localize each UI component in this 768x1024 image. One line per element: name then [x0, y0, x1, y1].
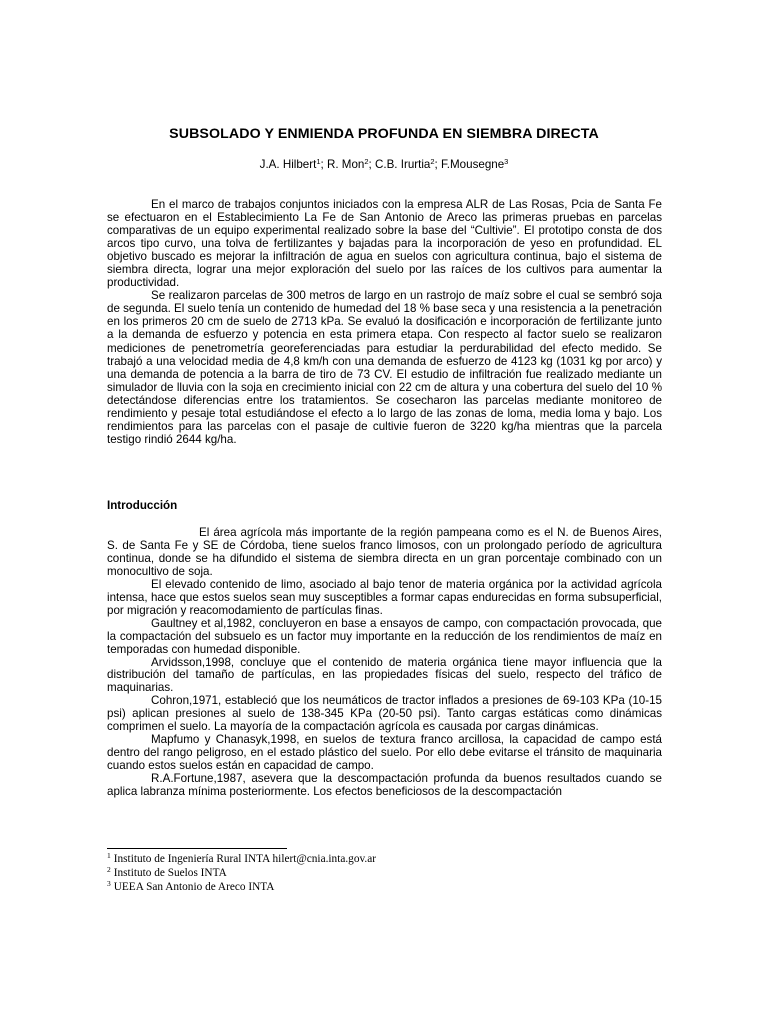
author-affiliation-mark: 2: [364, 157, 369, 166]
footnote-number: 3: [107, 879, 111, 888]
body-paragraph: Gaultney et al,1982, concluyeron en base a ensayos de campo, con compactación provocada, que la compactación del subsuelo es un factor muy importante en la reducción de los rendimientos de maíz en temporadas con humedad disponible.: [107, 616, 662, 656]
footnotes: [107, 852, 662, 894]
footnote-text: Instituto de Suelos INTA: [113, 867, 227, 879]
footnote: [107, 866, 662, 880]
body-paragraph: Mapfumo y Chanasyk,1998, en suelos de textura franco arcillosa, la capacidad de campo está dentro del rango peligroso, en el estado plástico del suelo. Por ello debe evitarse el tránsito de maquinaria cuando estos suelos están en capacidad de campo.: [107, 733, 662, 773]
introduction-body: [107, 527, 662, 799]
author: R. Mon$^2$;: [326, 157, 375, 171]
author: F.Mousegne$^3$: [441, 157, 509, 171]
abstract: [107, 198, 662, 446]
author-affiliation-mark: 3: [504, 157, 509, 166]
author-affiliation-mark: 2: [430, 157, 435, 166]
abstract-paragraph: Se realizaron parcelas de 300 metros de largo en un rastrojo de maíz sobre el cual se sembró soja de segunda. El suelo tenía un contenido de humedad del 18 % base seca y una resistencia a la penetración en los primeros 20 cm de suelo de 2713 kPa. Se evaluó la dosificación e incorporación de fertilizante junto a la demanda de esfuerzo y potencia en esta primera etapa. Con respecto al factor suelo se realizaron mediciones de penetrometría georeferenciadas para estudiar la perdurabilidad del efecto medido. Se trabajó a una velocidad media de 4,8 km/h con una demanda de esfuerzo de 4123 kg (1031 kg por arco) y una demanda de potencia a la barra de tiro de 73 CV. El estudio de infiltración fue realizado mediante un simulador de lluvia con la soja en crecimiento inicial con 22 cm de altura y una cobertura del suelo del 10 % detectándose diferencias entre los tratamientos. Se cosecharon las parcelas mediante monitoreo de rendimiento y pesaje total estudiándose el efecto a lo largo de las zonas de loma, media loma y bajo. Los rendimientos para las parcelas con el pasaje de cultivie fueron de 3220 kg/ha mientras que la parcela testigo rindió 2644 kg/ha.: [107, 289, 662, 446]
footnote-text: UEEA San Antonio de Areco INTA: [113, 881, 275, 893]
body-paragraph: El área agrícola más importante de la región pampeana como es el N. de Buenos Aires, S. de Santa Fe y SE de Córdoba, tiene suelos franco limosos, con un prolongado período de agricultura continua, donde se ha difundido el sistema de siembra directa en un gran porcentaje combinado con un monocultivo de soja.: [107, 526, 662, 578]
author-line: [0, 158, 768, 171]
author: C.B. Irurtia$^2$;: [374, 157, 441, 171]
body-paragraph: Arvidsson,1998, concluye que el contenido de materia orgánica tiene mayor influencia que la distribución del tamaño de partículas, en las propiedades físicas del suelo, respecto del tráfico de maquinarias.: [107, 655, 662, 695]
body-paragraph: El elevado contenido de limo, asociado al bajo tenor de materia orgánica por la actividad agrícola intensa, hace que estos suelos sean muy susceptibles a formar capas endurecidas en forma subsuperficial, por migración y reacomodamiento de partículas finas.: [107, 577, 662, 617]
footnote-number: 1: [107, 851, 111, 860]
footnote-text: Instituto de Ingeniería Rural INTA hilert@cnia.inta.gov.ar: [113, 853, 376, 865]
footnote-number: 2: [107, 865, 111, 874]
footnote-divider: [107, 848, 287, 849]
author: J.A. Hilbert$^1$;: [259, 157, 327, 171]
abstract-paragraph: En el marco de trabajos conjuntos iniciados con la empresa ALR de Las Rosas, Pcia de Santa Fe se efectuaron en el Establecimiento La Fe de San Antonio de Areco las primeras pruebas en parcelas comparativas de un equipo experimental realizado sobre la base del “Cultivie”. El prototipo consta de dos arcos tipo curvo, una tolva de fertilizantes y bajadas para la incorporación de yeso en profundidad. EL objetivo buscado es mejorar la infiltración de agua en suelos con agricultura continua, bajo el sistema de siembra directa, lograr una mejor exploración del suelo por las raíces de los cultivos para aumentar la productividad.: [107, 198, 662, 290]
footnote: [107, 852, 662, 866]
body-paragraph: R.A.Fortune,1987, asevera que la descompactación profunda da buenos resultados cuando se aplica labranza mínima posteriormente. Los efectos beneficiosos de la descompactación: [107, 772, 662, 799]
author-affiliation-mark: 1: [316, 157, 321, 166]
section-heading-introduccion: Introducción: [107, 499, 178, 512]
paper-title: SUBSOLADO Y ENMIENDA PROFUNDA EN SIEMBRA DIRECTA: [169, 126, 599, 142]
body-paragraph: Cohron,1971, estableció que los neumáticos de tractor inflados a presiones de 69-103 KPa (10-15 psi) aplican presiones al suelo de 138-345 KPa (20-50 psi). Tanto cargas estáticas como dinámicas comprimen el suelo. La mayoría de la compactación agrícola es causada por cargas dinámicas.: [107, 694, 662, 734]
footnote: [107, 880, 662, 894]
